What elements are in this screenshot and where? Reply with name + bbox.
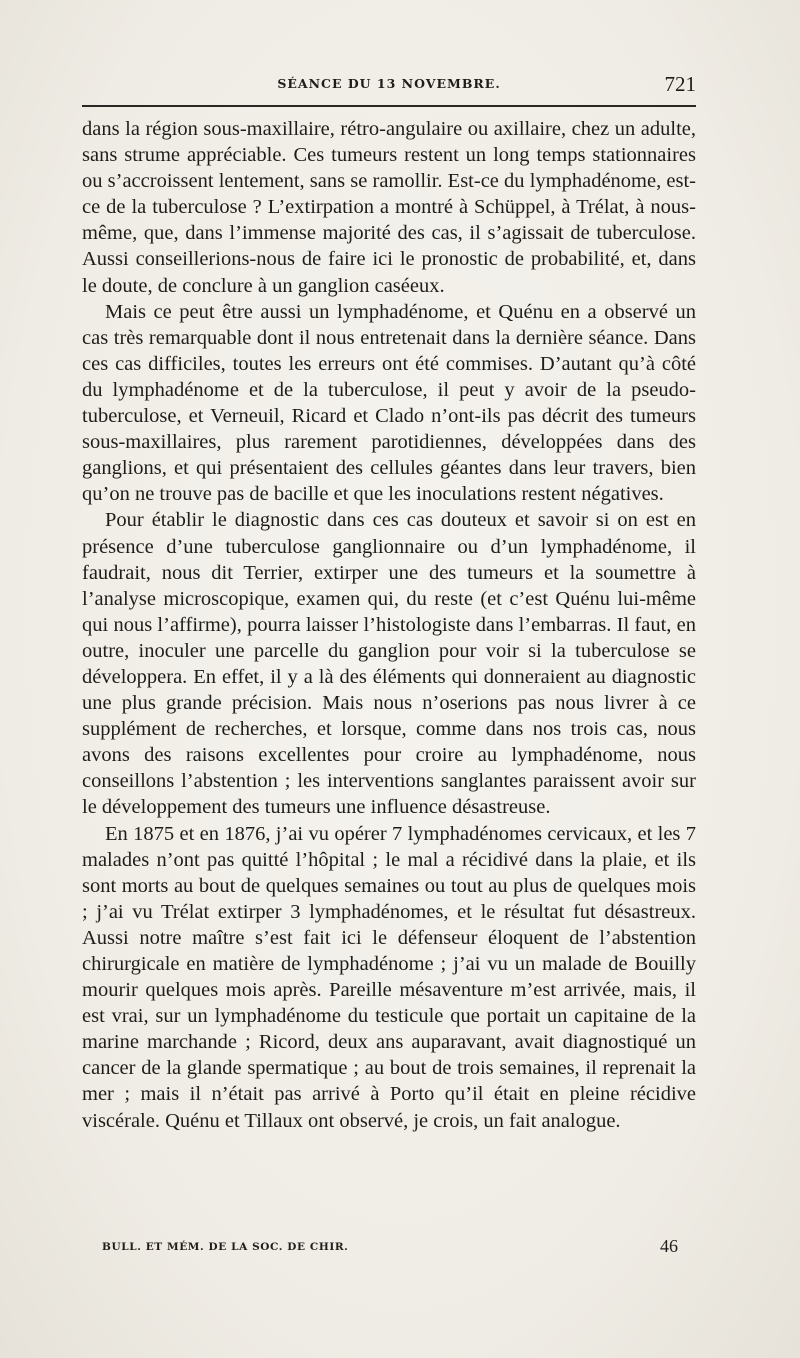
running-title: SÉANCE DU 13 NOVEMBRE. xyxy=(277,76,501,91)
signature-mark: 46 xyxy=(660,1236,678,1256)
page-header xyxy=(82,70,696,100)
page-footer xyxy=(102,1236,678,1260)
body-text xyxy=(82,116,696,1134)
page-number: 721 xyxy=(664,72,696,96)
paragraph-1: dans la région sous-maxillaire, rétro-angulaire ou axillaire, chez un adulte, sans strume appréciable. Ces tumeurs restent un long temps stationnaires ou s’accroissent lentement, sans se ramollir. Est-ce du lymphadénome, est-ce de la tuberculose ? L’extirpation a montré à Schüppel, à Trélat, à nous-même, que, dans l’immense majorité des cas, il s’agissait de tuberculose. Aussi conseillerions-nous de faire ici le pronostic de probabilité, et, dans le doute, de conclure à un ganglion caséeux. xyxy=(82,118,696,297)
journal-footer: BULL. ET MÉM. DE LA SOC. DE CHIR. xyxy=(102,1241,349,1253)
header-rule xyxy=(82,105,696,107)
paragraph-2: Mais ce peut être aussi un lymphadénome, et Quénu en a observé un cas très remarquable dont il nous entretenait dans la dernière séance. Dans ces cas difficiles, toutes les erreurs ont été commises. D’autant qu’à côté du lymphadénome et de la tuberculose, il peut y avoir de la pseudo-tuberculose, et Verneuil, Ricard et Clado n’ont-ils pas décrit des tumeurs sous-maxillaires, plus rarement parotidiennes, développées dans des ganglions, et qui présentaient des cellules géantes dans leur travers, bien qu’on ne trouve pas de bacille et que les inoculations restent négatives. xyxy=(82,300,696,506)
paragraph-3: Pour établir le diagnostic dans ces cas douteux et savoir si on est en présence d’une tuberculose ganglionnaire ou d’un lymphadénome, il faudrait, nous dit Terrier, extirper une des tumeurs et la soumettre à l’analyse microscopique, examen qui, du reste (et c’est Quénu lui-même qui nous l’affirme), pourra laisser l’histologiste dans l’embarras. Il faut, en outre, inoculer une parcelle du ganglion pour voir si la tuberculose se développera. En effet, il y a là des éléments qui donneraient au diagnostic une plus grande précision. Mais nous n’oserions pas nous livrer à ce supplément de recherches, et lorsque, comme dans nos trois cas, nous avons des raisons excellentes pour croire au lymphadénome, nous conseillons l’abstention ; les interventions sanglantes paraissent avoir sur le développement des tumeurs une influence désastreuse. xyxy=(82,509,696,819)
paragraph-4: En 1875 et en 1876, j’ai vu opérer 7 lymphadénomes cervicaux, et les 7 malades n’ont pas quitté l’hôpital ; le mal a récidivé dans la plaie, et ils sont morts au bout de quelques semaines ou tout au plus de quelques mois ; j’ai vu Trélat extirper 3 lymphadénomes, et le résultat fut désastreux. Aussi notre maître s’est fait ici le défenseur éloquent de l’abstention chirurgicale en matière de lymphadénome ; j’ai vu un malade de Bouilly mourir quelques mois après. Pareille mésaventure m’est arrivée, mais, il est vrai, sur un lymphadénome du testicule que portait un capitaine de la marine marchande ; Ricord, deux ans auparavant, avait diagnostiqué un cancer de la glande spermatique ; au bout de trois semaines, il reprenait la mer ; mais il n’était pas arrivé à Porto qu’il était en pleine récidive viscérale. Quénu et Tillaux ont observé, je crois, un fait analogue. xyxy=(82,822,696,1132)
